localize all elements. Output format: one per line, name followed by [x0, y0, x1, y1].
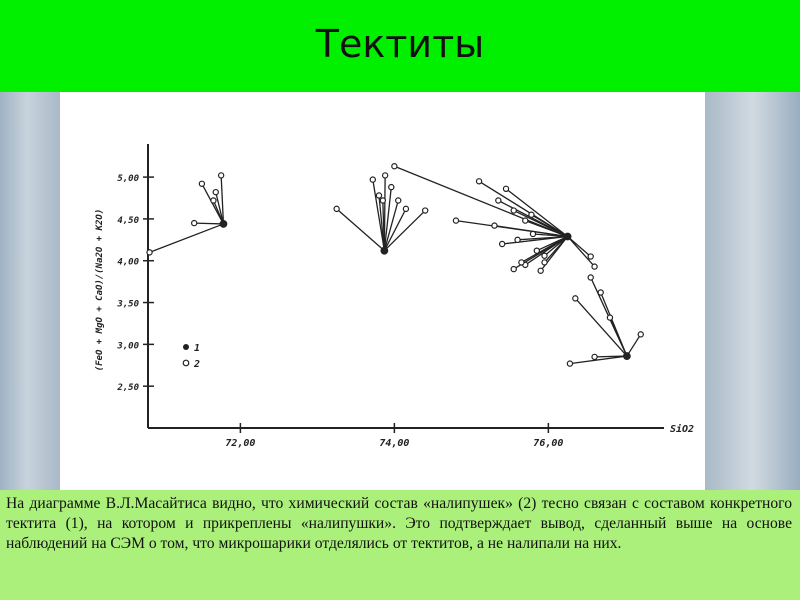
open-point	[592, 264, 597, 269]
connector-line	[337, 209, 385, 251]
open-point	[192, 220, 197, 225]
connector-line	[150, 224, 224, 252]
x-tick-label: 76,00	[533, 438, 564, 449]
y-tick-label: 3,00	[117, 341, 139, 352]
x-tick-label: 72,00	[225, 438, 256, 449]
legend-label: 1	[194, 343, 201, 354]
open-point	[542, 253, 547, 258]
open-point	[396, 198, 401, 203]
filled-point	[220, 221, 227, 228]
open-point	[389, 185, 394, 190]
open-point	[147, 250, 152, 255]
open-point	[492, 223, 497, 228]
chart-panel	[60, 92, 705, 490]
open-point	[211, 198, 216, 203]
open-point	[607, 315, 612, 320]
open-point	[530, 231, 535, 236]
open-point	[511, 208, 516, 213]
open-point	[542, 260, 547, 265]
legend-marker-open	[183, 360, 189, 366]
open-point	[380, 198, 385, 203]
open-point	[199, 181, 204, 186]
open-point	[588, 275, 593, 280]
connector-line	[610, 318, 627, 356]
open-point	[511, 266, 516, 271]
open-point	[519, 260, 524, 265]
open-point	[219, 173, 224, 178]
open-point	[376, 193, 381, 198]
background-right-panel	[705, 92, 800, 490]
y-tick-label: 3,50	[117, 299, 139, 310]
open-point	[515, 237, 520, 242]
open-point	[523, 218, 528, 223]
filled-point	[564, 233, 571, 240]
open-point	[496, 198, 501, 203]
open-point	[334, 206, 339, 211]
open-point	[476, 179, 481, 184]
open-point	[392, 164, 397, 169]
slide-title: Тектиты	[315, 22, 485, 66]
connector-line	[575, 298, 627, 356]
open-point	[383, 173, 388, 178]
filled-point	[623, 353, 630, 360]
connector-line	[194, 223, 223, 224]
open-point	[423, 208, 428, 213]
legend-label: 2	[194, 359, 201, 370]
open-point	[588, 254, 593, 259]
scatter-chart	[60, 92, 705, 490]
connector-line	[394, 166, 567, 236]
filled-point	[381, 247, 388, 254]
open-point	[453, 218, 458, 223]
caption-box	[0, 490, 800, 600]
y-axis-title: (FeO + MgO + CaO)/(Na2O + K2O)	[95, 208, 105, 372]
background-left-panel	[0, 92, 60, 490]
open-point	[503, 186, 508, 191]
open-point	[598, 290, 603, 295]
open-point	[638, 332, 643, 337]
open-point	[529, 212, 534, 217]
open-point	[573, 296, 578, 301]
legend-marker-filled	[183, 344, 189, 350]
y-tick-label: 4,50	[117, 215, 139, 226]
open-point	[567, 361, 572, 366]
y-tick-label: 2,50	[117, 383, 139, 394]
y-tick-label: 4,00	[117, 257, 139, 268]
x-tick-label: 74,00	[379, 438, 410, 449]
open-point	[213, 190, 218, 195]
y-tick-label: 5,00	[117, 174, 139, 185]
open-point	[538, 268, 543, 273]
title-bar	[0, 0, 800, 92]
open-point	[592, 354, 597, 359]
open-point	[534, 248, 539, 253]
open-point	[370, 177, 375, 182]
slide-caption: На диаграмме В.Л.Масайтиса видно, что химический состав «налипушек» (2) тесно связан с составом конкретного тектита (1), на котором и прикреплены «налипушки». Это подтверждает вывод, сделанный выше на основе наблюдений на СЭМ о том, что микрошарики отделялись от тектитов, а не налипали на них.	[6, 495, 792, 552]
open-point	[500, 241, 505, 246]
connector-line	[568, 236, 595, 266]
x-axis-title: SiO2	[670, 424, 695, 435]
open-point	[403, 206, 408, 211]
